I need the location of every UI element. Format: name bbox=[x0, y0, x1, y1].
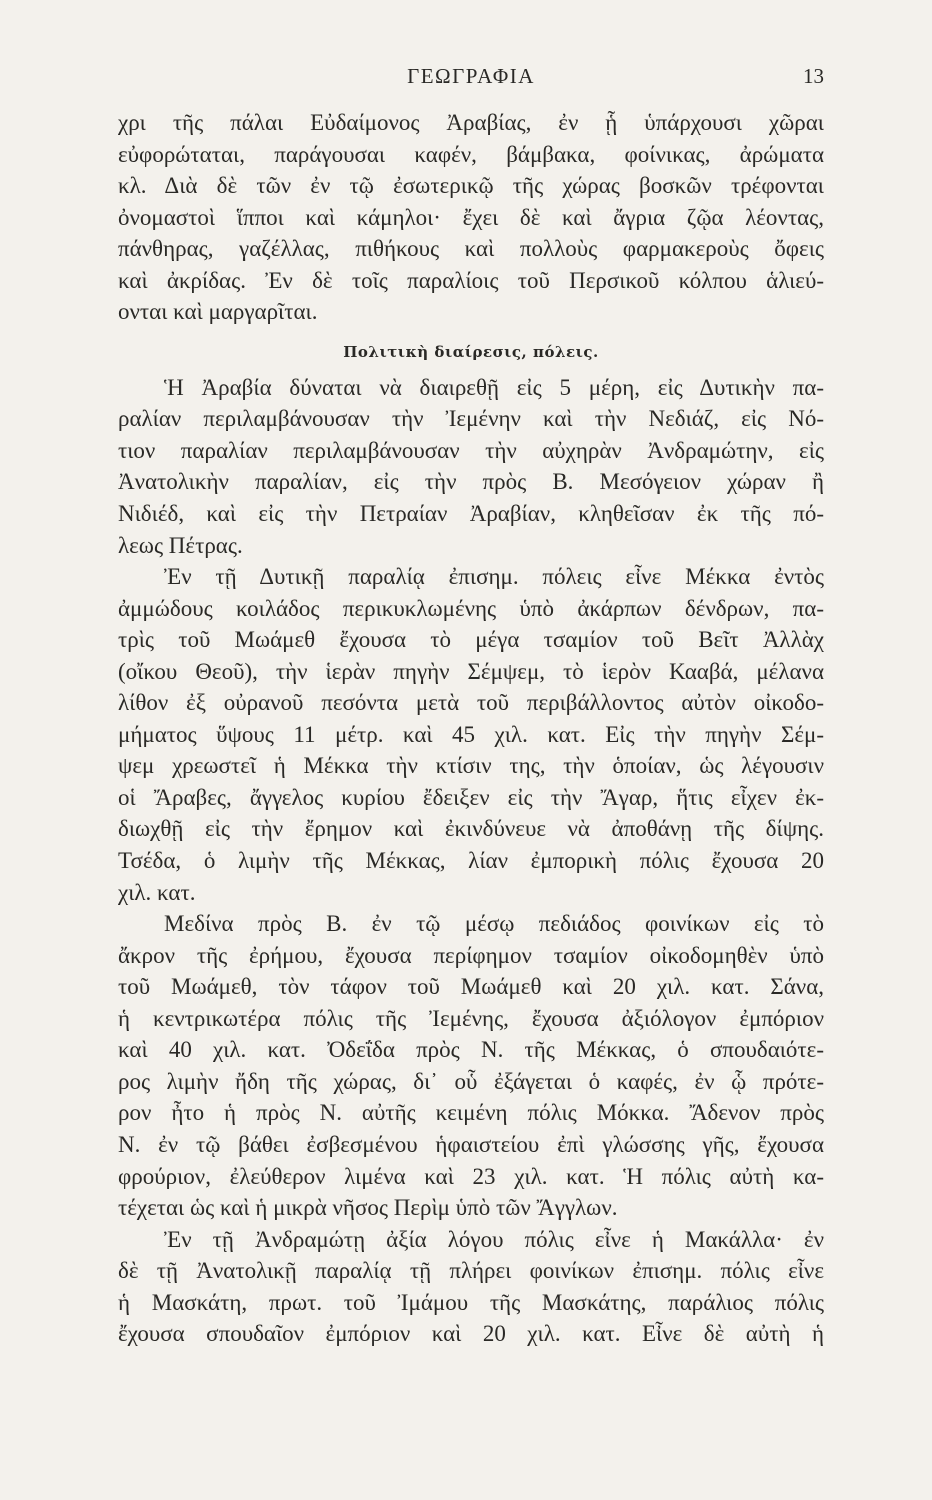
text-line: Ἐν τῇ Ἀνδραμώτῃ ἀξία λόγου πόλις εἶνε ἡ Μακάλλα· ἐν bbox=[164, 1226, 824, 1252]
text-line: ἀμμώδους κοιλάδος περικυκλωμένης ὑπὸ ἀκάρπων δένδρων, πα- bbox=[118, 595, 824, 621]
text-line: Ἡ Ἀραβία δύναται νὰ διαιρεθῇ εἰς 5 μέρη, εἰς Δυτικὴν πα- bbox=[164, 374, 824, 400]
text-line: ραλίαν περιλαμβάνουσαν τὴν Ἰεμένην καὶ τὴν Νεδιάζ, εἰς Νό- bbox=[118, 406, 824, 432]
text-line: χιλ. κατ. bbox=[118, 879, 196, 905]
text-line: καὶ ἀκρίδας. Ἐν δὲ τοῖς παραλίοις τοῦ Περσικοῦ κόλπου ἁλιεύ- bbox=[118, 267, 824, 293]
text-line: ρον ἦτο ἡ πρὸς Ν. αὐτῆς κειμένη πόλις Μόκκα. Ἄδενον πρὸς bbox=[118, 1100, 824, 1126]
text-line: ρος λιμὴν ἤδη τῆς χώρας, δι᾽ οὗ ἐξάγεται ὁ καφές, ἐν ᾧ πρότε- bbox=[118, 1068, 824, 1094]
text-line: διωχθῇ εἰς τὴν ἔρημον καὶ ἐκινδύνευε νὰ ἀποθάνῃ τῆς δίψης. bbox=[118, 816, 824, 842]
paragraph-mecca bbox=[118, 561, 824, 908]
text-line: Ἀνατολικὴν παραλίαν, εἰς τὴν πρὸς Β. Μεσόγειον χώραν ἢ bbox=[118, 469, 824, 495]
text-line: Τσέδα, ὁ λιμὴν τῆς Μέκκας, λίαν ἐμπορικὴ πόλις ἔχουσα 20 bbox=[118, 848, 824, 874]
text-line: (οἴκου Θεοῦ), τὴν ἱερὰν πηγὴν Σέμψεμ, τὸ ἱερὸν Κααβά, μέλανα bbox=[118, 658, 824, 684]
text-line: λεως Πέτρας. bbox=[118, 532, 243, 558]
paragraph-hadramaut-muscat bbox=[118, 1224, 824, 1350]
text-line: καὶ 40 χιλ. κατ. Ὀδεΐδα πρὸς Ν. τῆς Μέκκας, ὁ σπουδαιότε- bbox=[118, 1037, 824, 1063]
running-head bbox=[118, 64, 824, 96]
text-line: ἡ κεντρικωτέρα πόλις τῆς Ἰεμένης, ἔχουσα ἀξιόλογον ἐμπόριον bbox=[118, 1005, 824, 1031]
text-line: φρούριον, ἐλεύθερον λιμένα καὶ 23 χιλ. κατ. Ἡ πόλις αὐτὴ κα- bbox=[118, 1163, 824, 1189]
text-line: ὀνομαστοὶ ἵπποι καὶ κάμηλοι· ἔχει δὲ καὶ ἄγρια ζῷα λέοντας, bbox=[118, 204, 824, 230]
text-line: Μεδίνα πρὸς Β. ἐν τῷ μέσῳ πεδιάδος φοινίκων εἰς τὸ bbox=[164, 911, 824, 937]
running-title: ΓΕΩΓΡΑΦΙΑ bbox=[407, 64, 535, 88]
text-line: πάνθηρας, γαζέλλας, πιθήκους καὶ πολλοὺς φαρμακεροὺς ὄφεις bbox=[118, 236, 824, 262]
text-line: τιον παραλίαν περιλαμβάνουσαν τὴν αὐχηρὰν Ἀνδραμώτην, εἰς bbox=[118, 437, 824, 463]
text-line: ἄκρον τῆς ἐρήμου, ἔχουσα περίφημον τσαμίον οἰκοδομηθὲν ὑπὸ bbox=[118, 942, 824, 968]
page-number: 13 bbox=[803, 64, 824, 88]
paragraph-animals-pearls bbox=[118, 107, 824, 328]
body-text bbox=[118, 107, 824, 1350]
text-line: ἔχουσα σπουδαῖον ἐμπόριον καὶ 20 χιλ. κατ. Εἶνε δὲ αὐτὴ ἡ bbox=[118, 1321, 824, 1347]
text-line: οἱ Ἄραβες, ἄγγελος κυρίου ἔδειξεν εἰς τὴν Ἄγαρ, ἥτις εἶχεν ἐκ- bbox=[118, 784, 824, 810]
text-line: τοῦ Μωάμεθ, τὸν τάφον τοῦ Μωάμεθ καὶ 20 χιλ. κατ. Σάνα, bbox=[118, 974, 824, 1000]
section-heading: Πολιτικὴ διαίρεσις, πόλεις. bbox=[343, 342, 599, 361]
paragraph-divisions bbox=[118, 372, 824, 561]
text-line: τέχεται ὡς καὶ ἡ μικρὰ νῆσος Περὶμ ὑπὸ τῶν Ἄγγλων. bbox=[118, 1195, 618, 1221]
text-line: δὲ τῇ Ἀνατολικῇ παραλίᾳ τῇ πλήρει φοινίκων ἐπισημ. πόλις εἶνε bbox=[118, 1258, 824, 1284]
text-line: ονται καὶ μαργαρῖται. bbox=[118, 299, 318, 325]
text-line: εὐφορώταται, παράγουσαι καφέν, βάμβακα, φοίνικας, ἀρώματα bbox=[118, 141, 824, 167]
text-line: λίθον ἐξ οὐρανοῦ πεσόντα μετὰ τοῦ περιβάλλοντος αὐτὸν οἰκοδο- bbox=[118, 690, 824, 716]
text-line: Ν. ἐν τῷ βάθει ἐσβεσμένου ἡφαιστείου ἐπὶ γλώσσης γῆς, ἔχουσα bbox=[118, 1131, 824, 1157]
text-line: Νιδιέδ, καὶ εἰς τὴν Πετραίαν Ἀραβίαν, κληθεῖσαν ἐκ τῆς πό- bbox=[118, 501, 824, 527]
text-line: ἡ Μασκάτη, πρωτ. τοῦ Ἰμάμου τῆς Μασκάτης, παράλιος πόλις bbox=[118, 1289, 824, 1315]
text-line: κλ. Διὰ δὲ τῶν ἐν τῷ ἐσωτερικῷ τῆς χώρας βοσκῶν τρέφονται bbox=[118, 173, 824, 199]
text-line: μήματος ὕψους 11 μέτρ. καὶ 45 χιλ. κατ. Εἰς τὴν πηγὴν Σέμ- bbox=[118, 721, 824, 747]
text-line: Ἐν τῇ Δυτικῇ παραλίᾳ ἐπισημ. πόλεις εἶνε Μέκκα ἐντὸς bbox=[164, 564, 824, 590]
text-line: τρὶς τοῦ Μωάμεθ ἔχουσα τὸ μέγα τσαμίον τοῦ Βεῖτ Ἀλλὰχ bbox=[118, 627, 824, 653]
paragraph-medina-aden bbox=[118, 908, 824, 1223]
text-line: χρι τῆς πάλαι Εὐδαίμονος Ἀραβίας, ἐν ᾗ ὑπάρχουσι χῶραι bbox=[118, 110, 824, 135]
text-line: ψεμ χρεωστεῖ ἡ Μέκκα τὴν κτίσιν της, τὴν ὁποίαν, ὡς λέγουσιν bbox=[118, 753, 824, 779]
